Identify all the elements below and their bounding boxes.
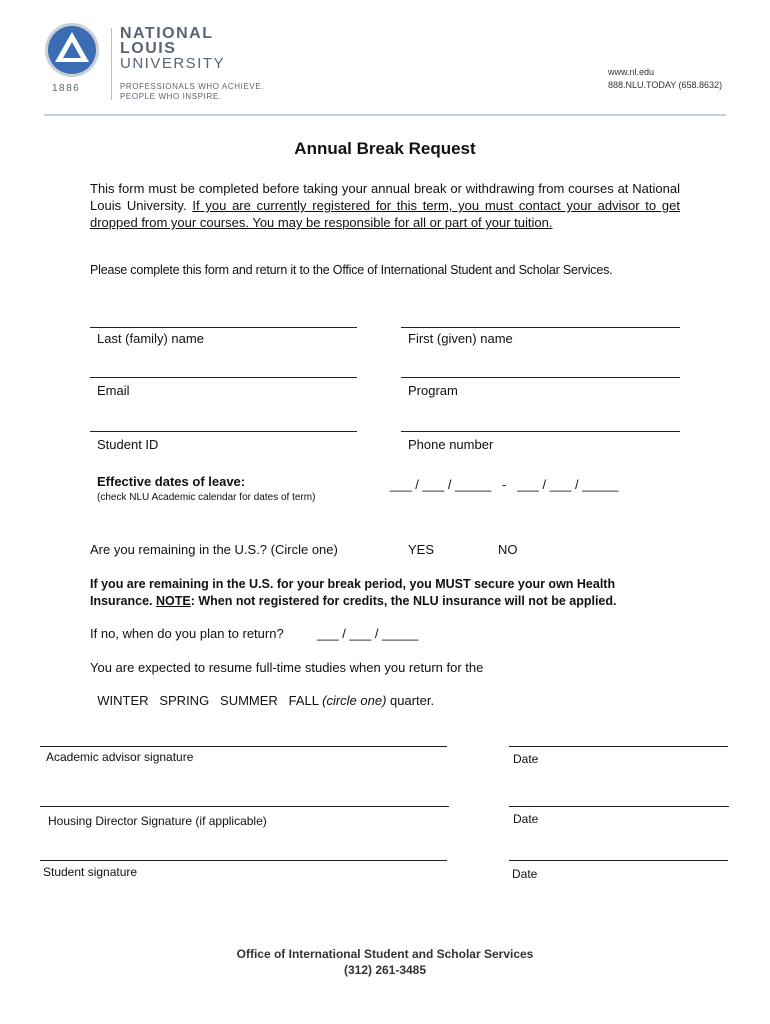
housing-signature-label: Housing Director Signature (if applicable) [48, 814, 267, 828]
nlu-logo [38, 20, 268, 110]
intro-paragraph [90, 180, 680, 231]
effective-dates-note: (check NLU Academic calendar for dates of term) [97, 492, 316, 503]
resume-line2 [90, 678, 434, 708]
last-name-line[interactable] [90, 327, 357, 328]
student-id-label: Student ID [97, 437, 159, 452]
logo-divider [111, 28, 112, 100]
logo-tagline-1: PROFESSIONALS WHO ACHIEVE. [120, 82, 265, 91]
first-name-label: First (given) name [408, 331, 513, 346]
student-id-line[interactable] [90, 431, 357, 432]
form-title: Annual Break Request [294, 139, 476, 158]
website-link[interactable]: www.nl.edu [608, 67, 655, 77]
phone-label: Phone number [408, 437, 494, 452]
student-signature-line[interactable] [40, 860, 447, 861]
resume-terms[interactable]: WINTER SPRING SUMMER FALL [97, 693, 323, 708]
housing-date-label: Date [513, 812, 539, 826]
advisor-date-line[interactable] [509, 746, 728, 747]
last-name-label: Last (family) name [97, 331, 204, 346]
footer-office: Office of International Student and Scholar Services [236, 947, 534, 961]
intro-warning: If you are currently registered for this term, you must contact your advisor to get dropped from your courses. You may be responsible for all or part of your tuition. [90, 198, 680, 230]
logo-name-line2: LOUIS [120, 40, 177, 57]
insurance-warning-line2 [90, 594, 616, 608]
insurance-warning-line1: If you are remaining in the U.S. for your break period, you MUST secure your own Health [90, 577, 616, 591]
intro-text: This form must be completed before taking your annual break or withdrawing from courses at National Louis University. [90, 181, 680, 213]
housing-date-line[interactable] [509, 806, 729, 807]
header-phone: 888.NLU.TODAY (658.8632) [608, 80, 723, 90]
logo-name-line1: NATIONAL [120, 25, 214, 42]
student-date-line[interactable] [509, 860, 728, 861]
student-signature-label: Student signature [43, 865, 138, 879]
instruction-text: Please complete this form and return it to the Office of International Student and Scholar Services. [90, 263, 613, 277]
insurance-suffix: : When not registered for credits, the NLU insurance will not be applied. [190, 594, 617, 608]
return-date-blanks[interactable]: ___ / ___ / _____ [317, 626, 419, 641]
insurance-note-word: NOTE [156, 594, 191, 608]
advisor-signature-line[interactable] [40, 746, 447, 747]
housing-signature-line[interactable] [40, 806, 449, 807]
advisor-signature-label: Academic advisor signature [46, 750, 194, 764]
header-divider [44, 114, 726, 116]
insurance-prefix: Insurance. [90, 594, 156, 608]
resume-circle-note: (circle one) [322, 693, 387, 708]
resume-end: quarter. [386, 693, 435, 708]
nlu-emblem-icon [44, 22, 100, 78]
phone-line[interactable] [401, 431, 680, 432]
student-date-label: Date [512, 867, 538, 881]
yes-option[interactable]: YES [408, 542, 435, 557]
program-label: Program [408, 383, 458, 398]
logo-name-line3: UNIVERSITY [120, 55, 226, 72]
no-option[interactable]: NO [498, 542, 518, 557]
logo-year: 1886 [52, 83, 81, 94]
remaining-question: Are you remaining in the U.S.? (Circle one) [90, 542, 338, 557]
return-question: If no, when do you plan to return? [90, 626, 284, 641]
email-label: Email [97, 383, 130, 398]
effective-dates-label: Effective dates of leave: [97, 474, 246, 489]
advisor-date-label: Date [513, 752, 539, 766]
footer-phone: (312) 261-3485 [343, 963, 427, 977]
effective-dates-blanks[interactable]: ___ / ___ / _____ - ___ / ___ / _____ [390, 477, 619, 492]
logo-tagline-2: PEOPLE WHO INSPIRE. [120, 92, 222, 101]
first-name-line[interactable] [401, 327, 680, 328]
resume-line1: You are expected to resume full-time studies when you return for the [90, 660, 484, 675]
program-line[interactable] [401, 377, 680, 378]
email-line[interactable] [90, 377, 357, 378]
